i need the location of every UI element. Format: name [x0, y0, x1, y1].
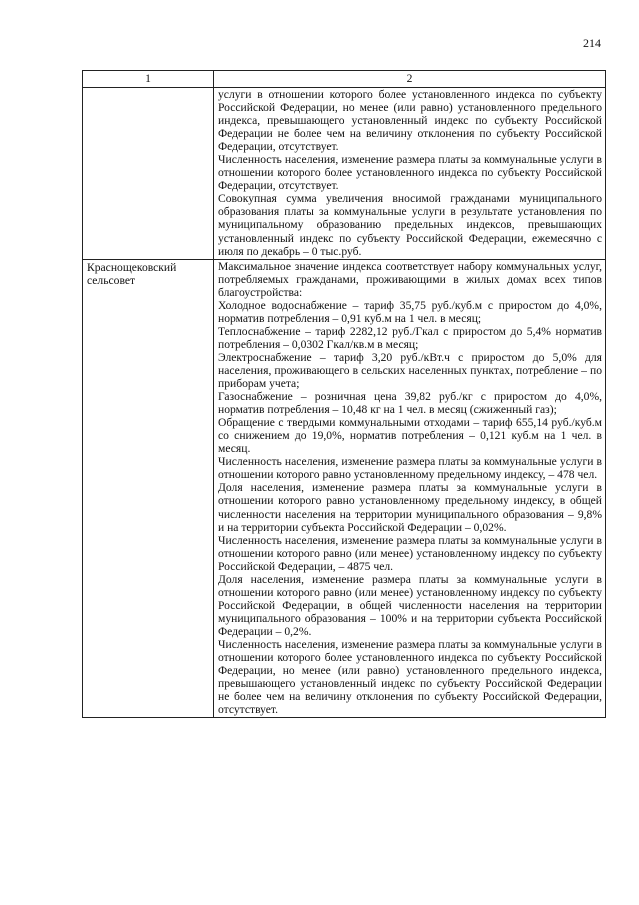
- paragraph: Холодное водоснабжение – тариф 35,75 руб./куб.м с приростом до 4,0%, норматив потребления – 0,91 куб.м на 1 чел. в месяц;: [218, 298, 602, 325]
- column-header-2: 2: [214, 71, 606, 88]
- description-cell: [214, 259, 606, 718]
- paragraph: услуги в отношении которого более установленного индекса по субъекту Российской Федерации, но менее (или равно) установленного предельного индекса, превышающего установленный индекс по субъекту Российской Федерации не более чем на величину отклонения по субъекту Российской Федерации, отсутствует.: [218, 88, 602, 154]
- paragraph: Численность населения, изменение размера платы за коммунальные услуги в отношении которого более установленного индекса по субъекту Российской Федерации, но менее (или равно) установленного предельного индекса, превышающего установленный индекс по субъекту Российской Федерации не более чем на величину отклонения по субъекту Российской Федерации, отсутствует.: [218, 637, 602, 717]
- paragraph: Электроснабжение – тариф 3,20 руб./кВт.ч с приростом до 5,0% для населения, проживающего в сельских населенных пунктах, потребление – по приборам учета;: [218, 350, 602, 391]
- column-header-1: 1: [83, 71, 214, 88]
- table-header-row: [83, 71, 606, 88]
- paragraph: Теплоснабжение – тариф 2282,12 руб./Гкал с приростом до 5,4% норматив потребления – 0,0302 Гкал/кв.м в месяц;: [218, 324, 602, 351]
- document-table: [82, 70, 606, 718]
- paragraph: Максимальное значение индекса соответствует набору коммунальных услуг, потребляемых гражданами, проживающими в жилых домах всех типов благоустройства:: [218, 259, 602, 299]
- paragraph: Совокупная сумма увеличения вносимой гражданами муниципального образования платы за коммунальные услуги в результате установления по муниципальному образованию предельных индексов, превышающих установленный индекс по субъекту Российской Федерации, ежемесячно с июля по декабрь – 0 тыс.руб.: [218, 192, 602, 258]
- paragraph: Газоснабжение – розничная цена 39,82 руб./кг с приростом до 4,0%, норматив потребления – 10,48 кг на 1 чел. в месяц (сжиженный газ);: [218, 390, 602, 417]
- municipality-name: [87, 88, 210, 89]
- page-number: 214: [583, 36, 601, 50]
- municipality-cell: [83, 88, 214, 260]
- paragraph: Численность населения, изменение размера платы за коммунальные услуги в отношении которого равно (или менее) установленному индексу по субъекту Российской Федерации, – 4875 чел.: [218, 533, 602, 573]
- paragraph: Численность населения, изменение размера платы за коммунальные услуги в отношении которого более установленного индекса по субъекту Российской Федерации, отсутствует.: [218, 153, 602, 193]
- paragraph: Обращение с твердыми коммунальными отходами – тариф 655,14 руб./куб.м со снижением до 19,0%, норматив потребления – 0,121 куб.м на 1 чел. в месяц.: [218, 416, 602, 456]
- table-row: [83, 259, 606, 718]
- paragraph: Доля населения, изменение размера платы за коммунальные услуги в отношении которого равно установленному предельному индексу, в общей численности населения на территории муниципального образования – 9,8% и на территории субъекта Российской Федерации – 0,02%.: [218, 481, 602, 534]
- table-row: [83, 88, 606, 260]
- paragraph: Доля населения, изменение размера платы за коммунальные услуги в отношении которого равно (или менее) установленному индексу по субъекту Российской Федерации, в общей численности населения на территории муниципального образования – 100% и на территории субъекта Российской Федерации – 0,2%.: [218, 572, 602, 638]
- description-cell: [214, 88, 606, 260]
- municipality-name: Краснощековский сельсовет: [87, 260, 177, 287]
- municipality-cell: [83, 259, 214, 718]
- paragraph: Численность населения, изменение размера платы за коммунальные услуги в отношении которого равно установленному предельному индексу, – 478 чел.: [218, 455, 602, 482]
